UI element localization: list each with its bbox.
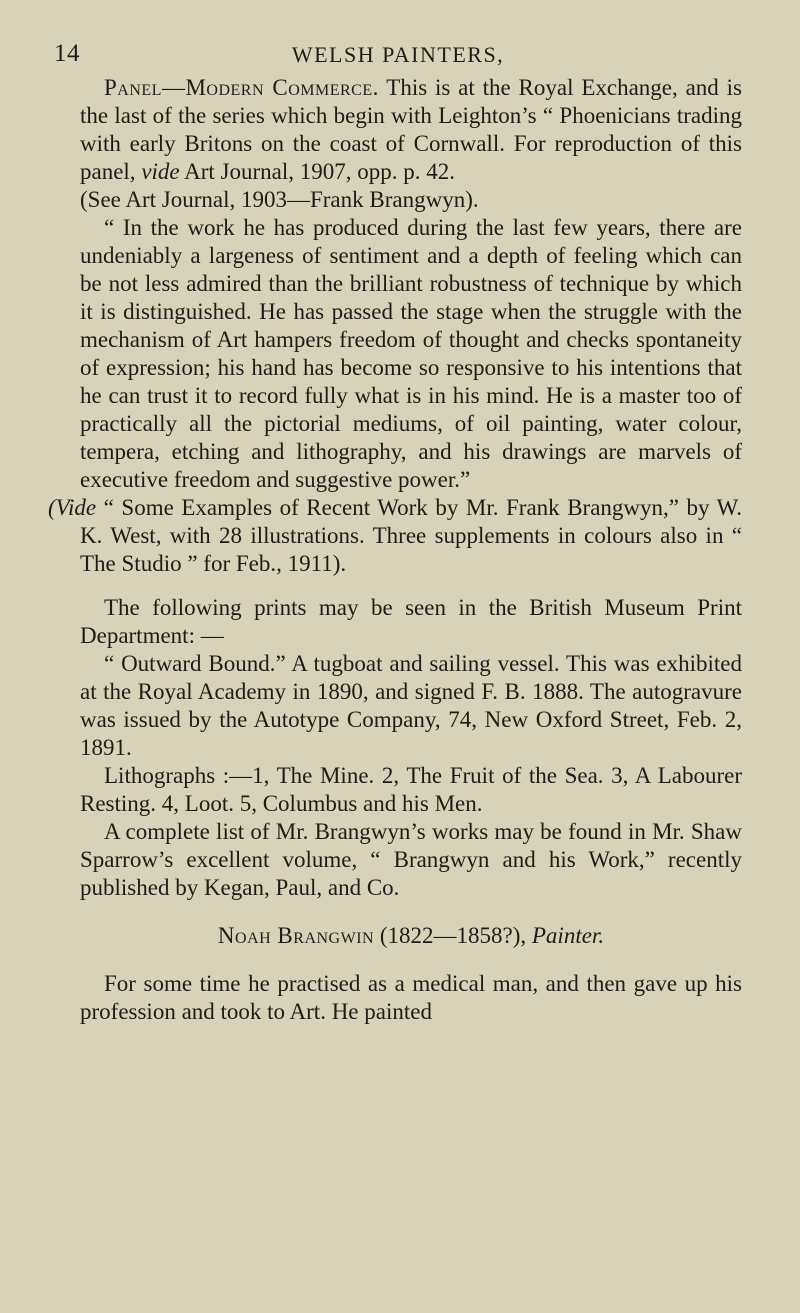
lithographs-paragraph: Lithographs :—1, The Mine. 2, The Fruit of the Sea. 3, A Labourer Resting. 4, Loot. 5, Columbus and his Men.	[80, 763, 742, 816]
vide-note-vide: Vide	[55, 495, 97, 520]
vide-note	[48, 494, 742, 578]
noah-paragraph: For some time he practised as a medical man, and then gave up his profession and took to Art. He painted	[80, 971, 742, 1024]
panel-vide: vide	[141, 159, 180, 184]
see-reference-line: (See Art Journal, 1903—Frank Brangwyn).	[80, 187, 479, 212]
spacer	[80, 578, 742, 594]
noah-role: Painter.	[531, 923, 605, 948]
quote-paragraph: “ In the work he has produced during the last few years, there are undeniably a largeness of sentiment and a depth of feeling which can be not less admired than the brilliant robustness of technique by which it is distinguished. He has passed the stage when the struggle with the mechanism of Art hampers freedom of thought and checks spontaneity of expression; his hand has become so responsive to his intentions that he can trust it to record fully what is in his mind. He is a master too of practically all the pictorial mediums, of oil painting, water colour, tempera, etching and lithography, and his drawings are marvels of executive freedom and suggestive power.”	[80, 215, 742, 492]
body-text	[48, 74, 742, 1026]
spacer	[80, 902, 742, 922]
noah-name: Noah Brangwin	[217, 923, 375, 948]
vide-note-open: (	[48, 495, 56, 520]
complete-list-paragraph: A complete list of Mr. Brangwyn’s works may be found in Mr. Shaw Sparrow’s excellent volume, “ Brangwyn and his Work,” recently published by Kegan, Paul, and Co.	[80, 819, 742, 900]
vide-note-text: “ Some Examples of Recent Work by Mr. Frank Brangwyn,” by W. K. West, with 28 illustrations. Three supplements in colours also in “ The Studio ” for Feb., 1911).	[80, 495, 742, 576]
prints-intro: The following prints may be seen in the British Museum Print Department: —	[80, 595, 742, 648]
outward-bound-paragraph: “ Outward Bound.” A tugboat and sailing vessel. This was exhibited at the Royal Academy in 1890, and signed F. B. 1888. The autogravure was issued by the Autotype Company, 74, New Oxford Street, Feb. 2, 1891.	[80, 651, 742, 760]
panel-text: This is at the Royal Exchange, and is the last of the series which begin with Leighton’s “ Phoenicians trading with early Britons on the coast of Cornwall. For reproduction of this panel,	[80, 75, 742, 184]
noah-brangwin-heading	[80, 922, 742, 950]
running-head: WELSH PAINTERS,	[291, 42, 505, 67]
page-header	[54, 30, 742, 74]
page-number: 14	[54, 40, 80, 67]
panel-text-end: Art Journal, 1907, opp. p. 42.	[179, 159, 455, 184]
panel-paragraph	[80, 74, 742, 186]
spacer	[80, 950, 742, 970]
noah-dates: (1822—1858?),	[374, 923, 532, 948]
panel-lead: Panel—Modern Commerce.	[104, 75, 379, 100]
